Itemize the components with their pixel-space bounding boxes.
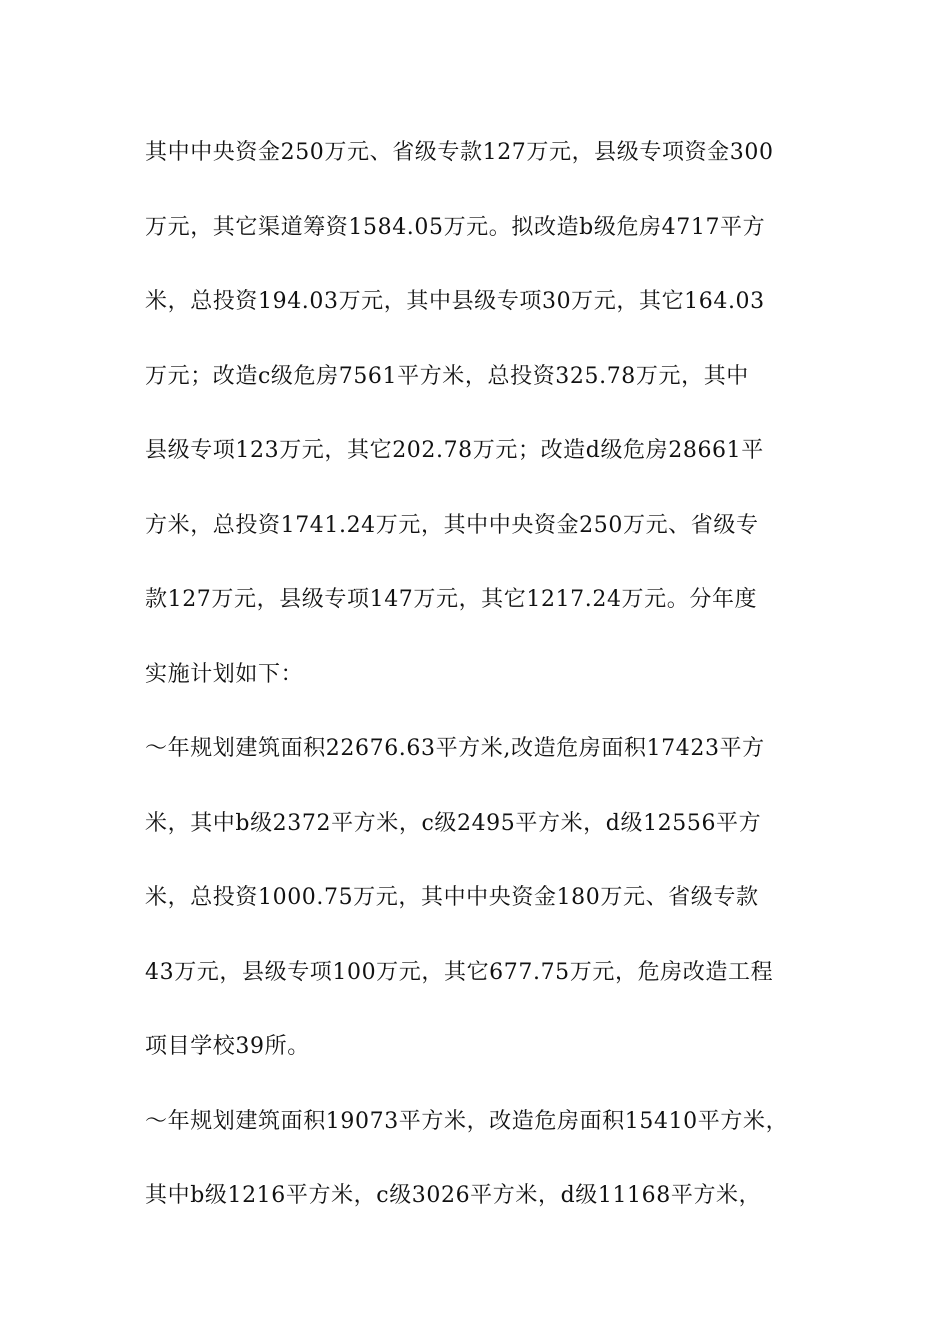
text-line: 实施计划如下：: [145, 661, 304, 687]
text-line: 款127万元，县级专项147万元，其它1217.24万元。分年度: [145, 587, 758, 612]
text-line: 县级专项123万元，其它202.78万元；改造d级危房28661平: [145, 438, 764, 463]
text-line: 万元；改造c级危房7561平方米，总投资325.78万元，其中: [145, 363, 749, 389]
document-body: [145, 130, 810, 1248]
text-line: 项目学校39所。: [145, 1034, 310, 1059]
text-line: 米，其中b级2372平方米，c级2495平方米，d级12556平方: [145, 810, 762, 836]
text-line: 万元，其它渠道筹资1584.05万元。拟改造b级危房4717平方: [145, 214, 766, 240]
text-line: 其中中央资金250万元、省级专款127万元，县级专项资金300: [145, 140, 774, 165]
text-line: 43万元，县级专项100万元，其它677.75万元，危房改造工程: [145, 959, 774, 985]
text-line: 米，总投资194.03万元，其中县级专项30万元，其它164.03: [145, 289, 765, 314]
text-line: 米，总投资1000.75万元，其中中央资金180万元、省级专款: [145, 885, 759, 910]
text-line: ～年规划建筑面积19073平方米，改造危房面积15410平方米，: [145, 1108, 789, 1134]
text-line: 其中b级1216平方米，c级3026平方米，d级11168平方米，: [145, 1183, 762, 1208]
text-line: 方米，总投资1741.24万元，其中中央资金250万元、省级专: [145, 512, 759, 538]
text-line: ～年规划建筑面积22676.63平方米,改造危房面积17423平方: [145, 736, 765, 761]
